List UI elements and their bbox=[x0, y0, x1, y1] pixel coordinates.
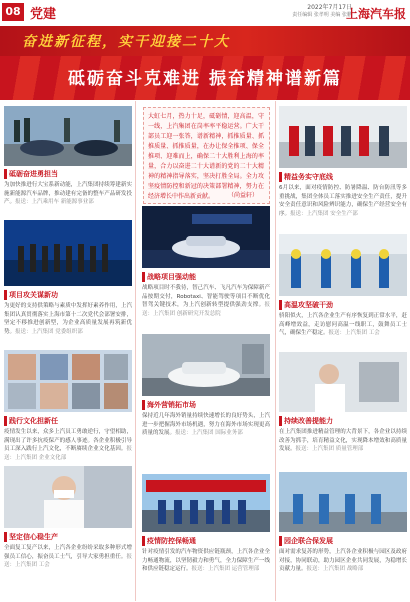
article-tag: 高温攻坚破干劲 bbox=[279, 300, 333, 310]
article-tag: 砥砺奋进勇担当 bbox=[4, 169, 58, 179]
article-body: 骄阳似火，上汽各企业生产有序恢复到正常水平，赶高峰增效益，走访慰问高温一线职工，鼓舞员工士气，确保生产稳定。报送：上汽集团 工会 bbox=[279, 313, 407, 337]
article-tag: 持续改善提能力 bbox=[279, 416, 333, 426]
article-tag: 项目攻关谋新功 bbox=[4, 290, 58, 300]
article-tag: 精益务实守底线 bbox=[279, 172, 333, 182]
article-body: 战略项目时不我待，智己汽车、飞凡汽车为保障新产品按期交付，Robotaxi、智能驾驶等项目不断优化智驾关键技术，为上汽创新转型提供强劲支撑。报送：上汽集团 创新研究开发总院 bbox=[142, 285, 270, 317]
section-name: 党建 bbox=[30, 7, 57, 22]
article-tag: 海外营销拓市场 bbox=[142, 400, 196, 410]
photo-workshop-staff bbox=[279, 472, 407, 532]
page-headline: 砥砺奋斗克难进 振奋精神谱新篇 bbox=[68, 69, 342, 89]
photo-safety-team bbox=[279, 106, 407, 168]
article-tag: 践行文化担新任 bbox=[4, 416, 58, 426]
intro-signature: （尚益轩） bbox=[228, 192, 259, 199]
photo-masked-worker bbox=[4, 466, 132, 528]
article-tag: 园企联合保发展 bbox=[279, 536, 333, 546]
article-body: 为更好的支持供策略与素质中发挥好素养作用，上汽集团认真贯彻落实上海市第十二次党代会部署安排，坚定不移推进创新型，为企业高质量发展再筑新优势。报送：上汽集团 党委组织部 bbox=[4, 303, 132, 335]
article-tag: 疫情防控保畅通 bbox=[142, 536, 196, 546]
issue-date: 2022年7月17日 bbox=[307, 4, 352, 11]
photo-factory-workers bbox=[279, 234, 407, 296]
photo-logistics-team bbox=[142, 474, 270, 532]
page-number: 08 bbox=[2, 3, 24, 21]
editors-line: 责任编辑 张孝明 美编 张鹏 bbox=[292, 12, 352, 18]
article-body: 全面复工复产以来，上汽各企业纷纷采取多种形式增强员工信心，振奋员工士气，引导大家勇担重任。报送：上汽集团 工会 bbox=[4, 545, 132, 569]
article-body: 疫情发生以来，众多上汽员工勇敢逆行，守望相助，满现出了许多抗疫保产的感人事迹。各企业积极引导员工深入践行上汽文化，不断赓续企业文化基因。报送：上汽集团 企业文化部 bbox=[4, 429, 132, 461]
photo-team-stage bbox=[4, 220, 132, 286]
photo-robotaxi bbox=[142, 206, 270, 268]
page-header bbox=[0, 0, 410, 26]
newspaper-logo: 上海汽车报 bbox=[345, 7, 406, 21]
photo-staff-portraits bbox=[4, 350, 132, 412]
article-body: 6月以来，面对疫情防控、防暑降温、防台防汛等多重挑战，集团全体员工落实推进安全生产责任，提升安全责任意识和风险辨识能力，确保生产经营安全有序。报送：上汽集团 安全生产部 bbox=[279, 185, 407, 217]
banner-slogan: 奋进新征程，实干迎接二十大 bbox=[22, 34, 230, 50]
photo-new-cars bbox=[4, 106, 132, 166]
article-body: 针对疫情引发的汽车物资供应链瓶颈，上汽各企业全力畅通物流，以坚韧毅力和勇气，全力保障生产一线和供应链稳定运行。报送：上汽集团 运营管理部 bbox=[142, 549, 270, 573]
article-tag: 战略项目强动能 bbox=[142, 272, 196, 282]
intro-text: 大虹七月，热力十足，砥砺情，迎高温，守一线，上汽集团在岗率率平稳运营。广大干部员工迎一张答，谱新精神，抓推质量、抓推质量、抓推质量，在办让保全推项、保全推项、迎难而上，确保二十大胜利上海的率量，合力以奋进二十大谱新的党的二十大精神的精神指导落实，坚决打胜全局。全力攻坚疫情防控和新冠的决策部署精神，努力在经济增长中作出新贡献。 bbox=[148, 113, 264, 200]
article-body: 为加快推进行大宝系新动能，上汽集团持续筹建新实施新能源汽车品牌，推动建有完备的整车产品研发投产。报送：上汽乘用车 新能源事业部 bbox=[4, 182, 132, 206]
column-divider bbox=[135, 101, 136, 601]
article-tag: 坚定信心稳生产 bbox=[4, 532, 58, 542]
article-body: 保持近几年海外销量持续快速增长的良好势头，上汽进一步把握海外市场机遇，努力在海外市场实现更高质量的发展。报送：上汽集团 国际业务部 bbox=[142, 413, 270, 437]
article-body: 在上汽集团推进精益管理的大背景下，各企业以持续改善为抓手，培育精益文化，实现降本增效和高质量发展。报送：上汽集团 质量管理部 bbox=[279, 429, 407, 453]
photo-lab-worker bbox=[279, 352, 407, 412]
article-body: 面对需求复苏的形势，上汽各企业积极与园区及政府对接，协同联动，助力园区企业共同发展，为稳增长贡献力量。报送：上汽集团 战略部 bbox=[279, 549, 407, 573]
photo-export-vehicle bbox=[142, 334, 270, 396]
column-divider bbox=[275, 101, 276, 601]
